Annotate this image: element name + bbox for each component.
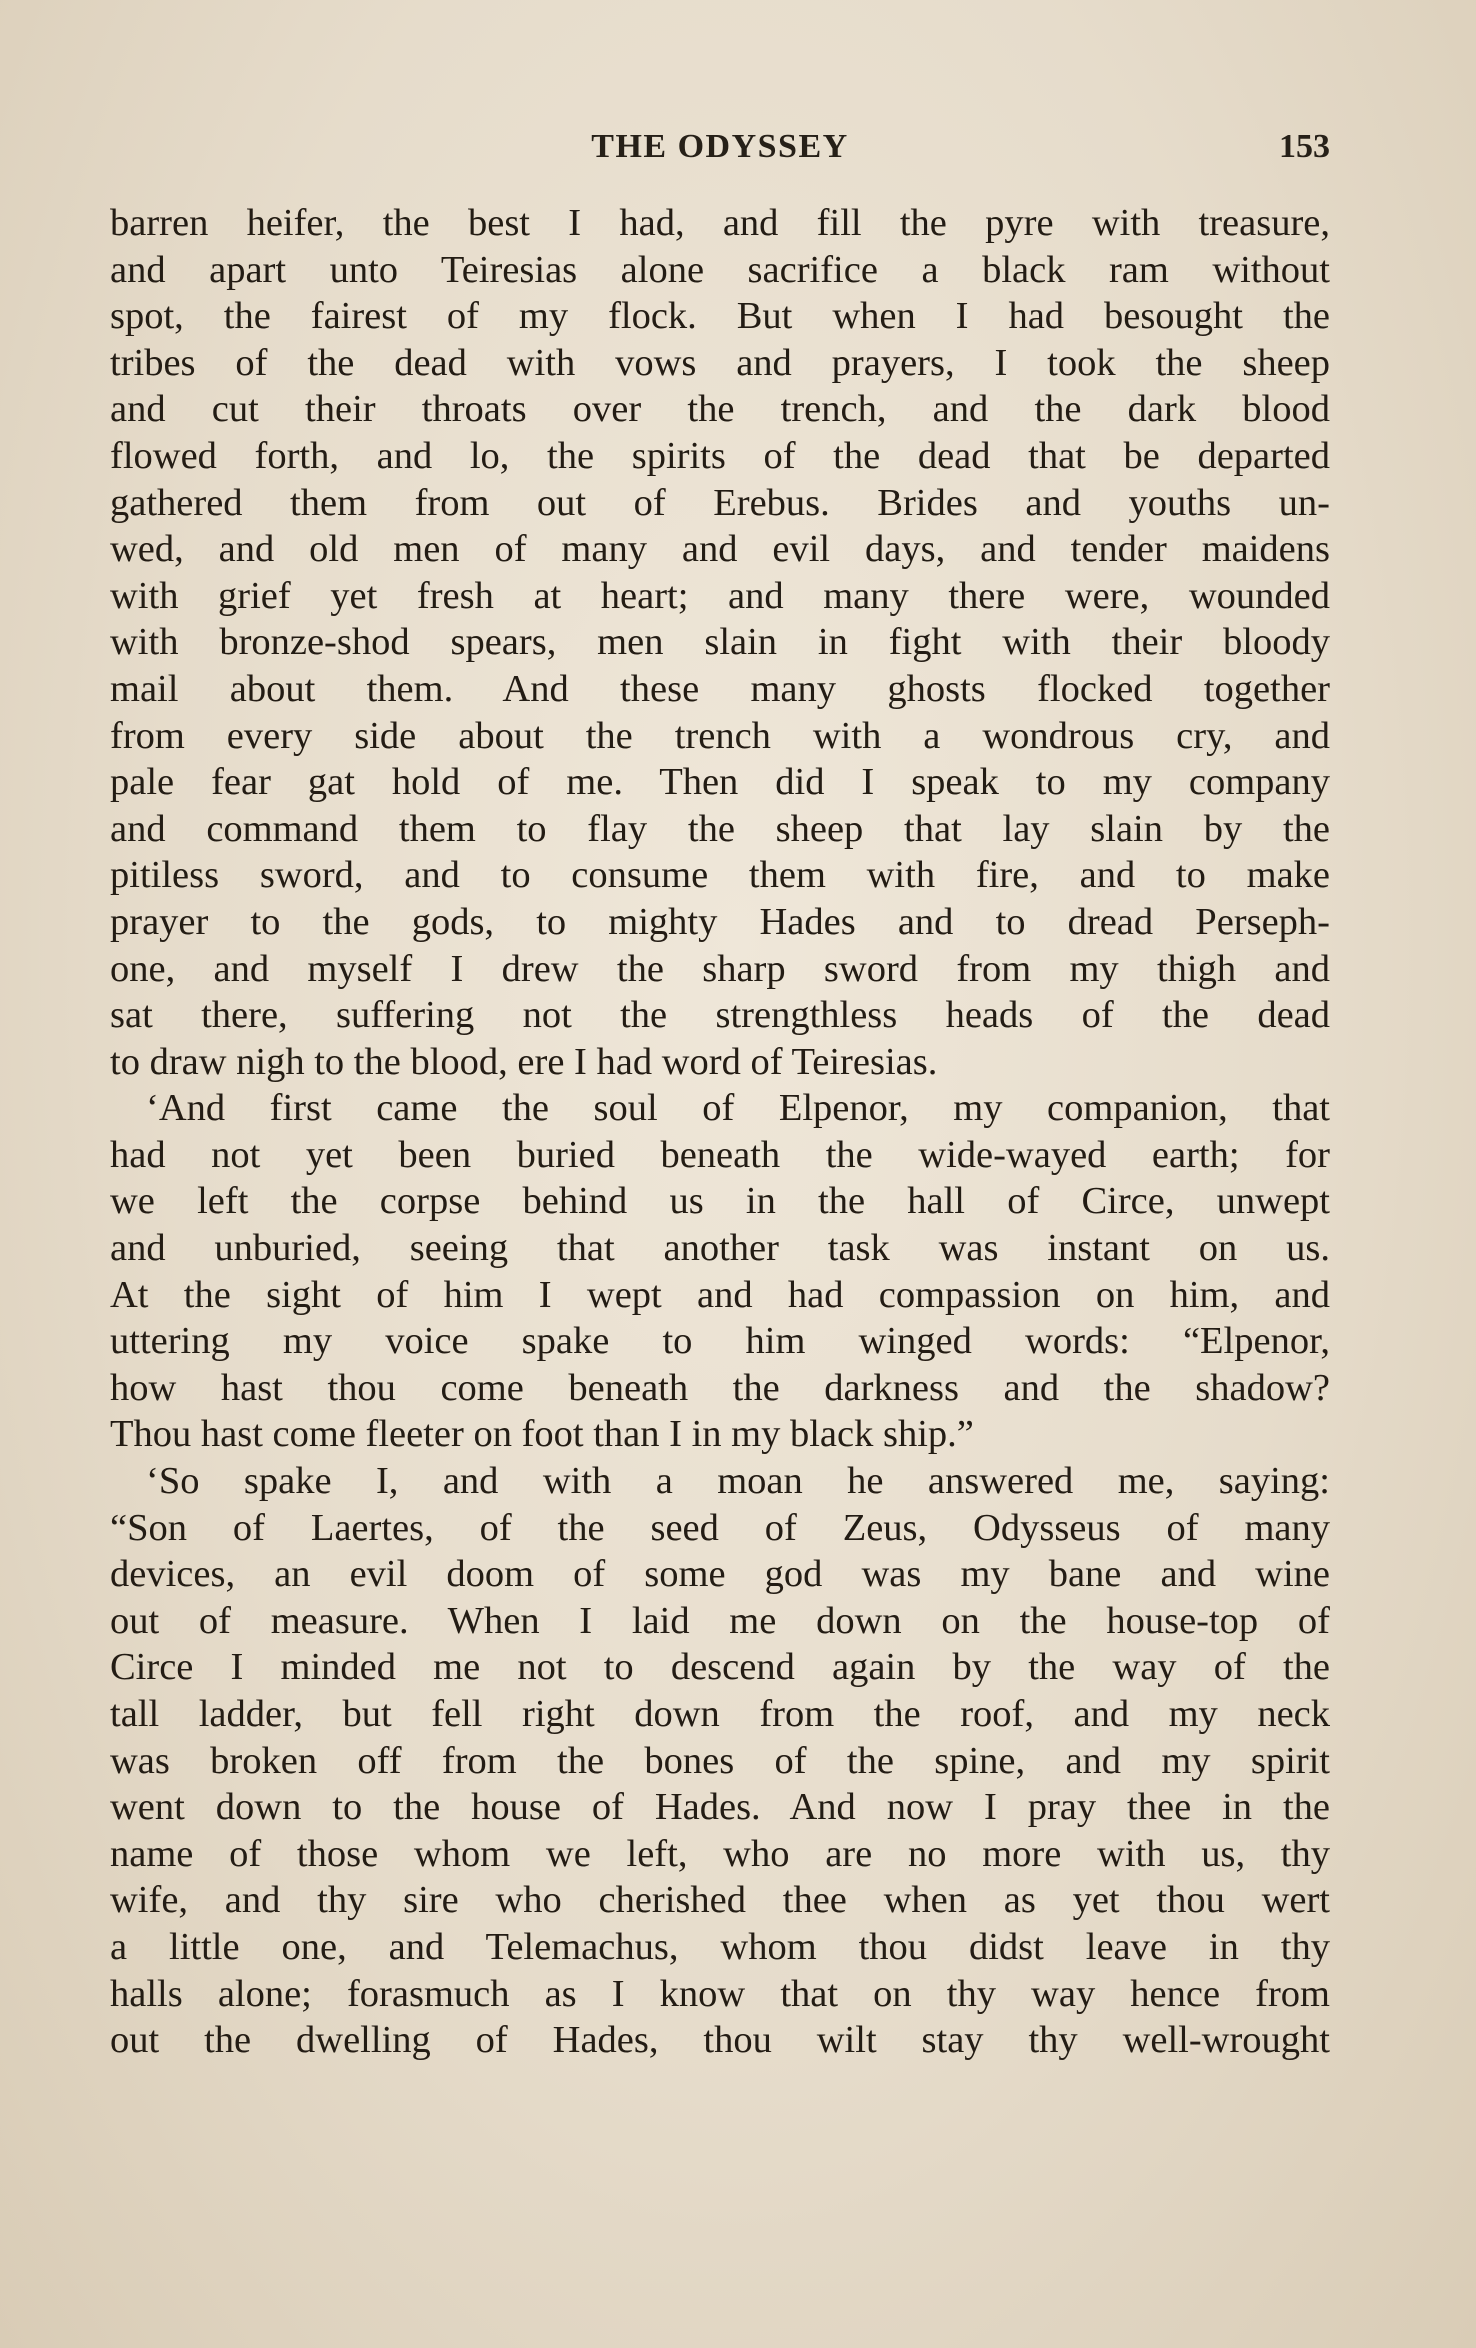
text-line: devices, an evil doom of some god was my bane and wine [110,1553,1330,1596]
text-line: and apart unto Teiresias alone sacrifice a black ram without [110,248,1330,291]
text-line: tribes of the dead with vows and prayers, I took the sheep [110,341,1330,384]
text-line: was broken off from the bones of the spine, and my spirit [110,1739,1330,1782]
text-line: one, and myself I drew the sharp sword from my thigh and [110,947,1330,990]
text-line: flowed forth, and lo, the spirits of the dead that be departed [110,434,1330,477]
text-line: had not yet been buried beneath the wide-wayed earth; for [110,1133,1330,1176]
text-line: and command them to flay the sheep that lay slain by the [110,807,1330,850]
text-line: sat there, suffering not the strengthless heads of the dead [110,994,1330,1037]
text-line: halls alone; forasmuch as I know that on thy way hence from [110,1972,1330,2015]
text-line: and cut their throats over the trench, and the dark blood [110,388,1330,431]
text-line: out the dwelling of Hades, thou wilt stay thy well-wrought [110,2019,1330,2062]
text-line: with grief yet fresh at heart; and many there were, wounded [110,574,1330,617]
text-line: uttering my voice spake to him winged words: “Elpenor, [110,1320,1330,1363]
text-line: barren heifer, the best I had, and fill the pyre with treasure, [110,202,1330,244]
text-line: gathered them from out of Erebus. Brides and youths un- [110,481,1330,524]
text-line: out of measure. When I laid me down on the house-top of [110,1599,1330,1642]
text-line: with bronze-shod spears, men slain in fight with their bloody [110,621,1330,664]
text-line: to draw nigh to the blood, ere I had word of Teiresias. [110,1040,938,1083]
text-line: we left the corpse behind us in the hall of Circe, unwept [110,1180,1330,1223]
text-line: from every side about the trench with a wondrous cry, and [110,714,1330,757]
text-line: ‘So spake I, and with a moan he answered me, saying: [146,1460,1330,1503]
text-line: name of those whom we left, who are no more with us, thy [110,1832,1330,1875]
text-line: pitiless sword, and to consume them with fire, and to make [110,854,1330,897]
body-text [110,200,1330,2064]
text-line: and unburied, seeing that another task was instant on us. [110,1227,1330,1270]
text-line: ‘And first came the soul of Elpenor, my companion, that [146,1087,1330,1130]
page-header [110,128,1330,178]
text-line: Thou hast come fleeter on foot than I in my black ship.” [110,1413,974,1456]
text-line: At the sight of him I wept and had compassion on him, and [110,1273,1330,1316]
running-title: THE ODYSSEY [591,128,849,165]
text-line: wed, and old men of many and evil days, and tender maidens [110,528,1330,571]
text-line: spot, the fairest of my flock. But when I had besought the [110,295,1330,338]
text-line: “Son of Laertes, of the seed of Zeus, Odysseus of many [110,1506,1330,1549]
text-line: tall ladder, but fell right down from the roof, and my neck [110,1693,1330,1735]
text-line: a little one, and Telemachus, whom thou didst leave in thy [110,1925,1330,1968]
text-line: how hast thou come beneath the darkness and the shadow? [110,1366,1330,1409]
text-line: mail about them. And these many ghosts flocked together [110,667,1330,710]
text-line: pale fear gat hold of me. Then did I speak to my company [110,761,1330,804]
text-line: wife, and thy sire who cherished thee when as yet thou wert [110,1879,1330,1922]
text-line: Circe I minded me not to descend again by the way of the [110,1646,1330,1689]
text-line: prayer to the gods, to mighty Hades and to dread Perseph- [110,900,1330,943]
text-line: went down to the house of Hades. And now I pray thee in the [110,1786,1330,1829]
page-number: 153 [1279,128,1330,165]
